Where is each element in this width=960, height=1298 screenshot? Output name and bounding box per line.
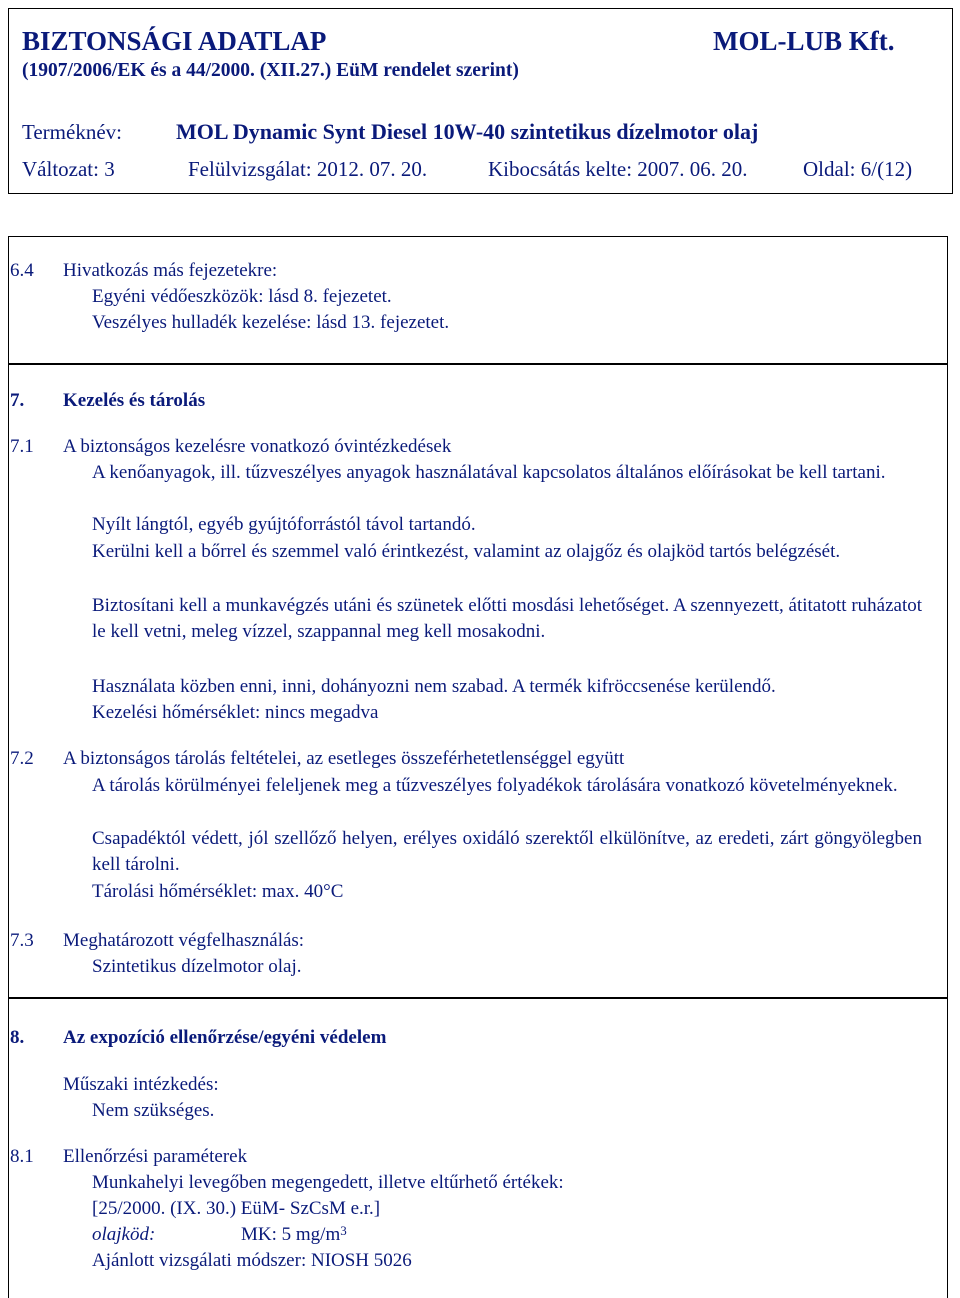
regulation-reference: (1907/2006/EK és a 44/2000. (XII.27.) EüM rendelet szerint) <box>22 60 519 81</box>
page-number: Oldal: 6/(12) <box>803 157 913 181</box>
section-7-1-number: 7.1 <box>10 436 34 457</box>
product-label: Terméknév: <box>22 120 122 144</box>
section-7-title: Kezelés és tárolás <box>63 390 206 411</box>
product-name: MOL Dynamic Synt Diesel 10W-40 szintetikus dízelmotor olaj <box>176 119 759 144</box>
section-6-4-number: 6.4 <box>10 260 34 281</box>
issue-date: Kibocsátás kelte: 2007. 06. 20. <box>488 157 748 181</box>
section-8-1-line-1: Munkahelyi levegőben megengedett, illetve eltűrhető értékek: <box>92 1172 564 1193</box>
oil-mist-value-text: MK: 5 mg/m <box>241 1224 341 1245</box>
section-7-number: 7. <box>10 390 25 411</box>
technical-measures-value: Nem szükséges. <box>92 1100 215 1121</box>
section-8-1-line-2: [25/2000. (IX. 30.) EüM- SzCsM e.r.] <box>92 1198 381 1219</box>
section-6-4-line-1: Egyéni védőeszközök: lásd 8. fejezetet. <box>92 286 392 307</box>
section-7-1-paragraph-6: Kezelési hőmérséklet: nincs megadva <box>92 702 379 723</box>
section-8-number: 8. <box>10 1027 25 1048</box>
section-7-1-paragraph-4: Biztosítani kell a munkavégzés utáni és szünetek előtti mosdási lehetőséget. A szennyezett, átitatott ruházatot le kell vetni, meleg vízzel, szappannal meg kell mosakodni. <box>92 595 922 642</box>
section-7-3-paragraph-1: Szintetikus dízelmotor olaj. <box>92 956 302 977</box>
section-7-3-number: 7.3 <box>10 930 34 951</box>
version: Változat: 3 <box>22 157 115 181</box>
oil-mist-exponent: 3 <box>340 1223 347 1238</box>
section-7-2-paragraph-2: Csapadéktól védett, jól szellőző helyen, erélyes oxidáló szerektől elkülönítve, az eredeti, zárt göngyölegben kell tárolni. <box>92 828 922 875</box>
company-name: MOL-LUB Kft. <box>713 26 895 56</box>
section-8-title: Az expozíció ellenőrzése/egyéni védelem <box>63 1027 387 1048</box>
document-title: BIZTONSÁGI ADATLAP <box>22 26 327 56</box>
oil-mist-value <box>241 1222 347 1248</box>
section-7-1-paragraph-1: A kenőanyagok, ill. tűzveszélyes anyagok használatával kapcsolatos általános előírásokat be kell tartani. <box>92 462 886 483</box>
section-6-4-line-2: Veszélyes hulladék kezelése: lásd 13. fejezetet. <box>92 312 450 333</box>
section-7-2-paragraph-3: Tárolási hőmérséklet: max. 40°C <box>92 881 344 902</box>
section-8-1-title: Ellenőrzési paraméterek <box>63 1146 248 1167</box>
section-7-1-paragraph-5: Használata közben enni, inni, dohányozni nem szabad. A termék kifröccsenése kerülendő. <box>92 676 776 697</box>
oil-mist-label: olajköd: <box>92 1224 156 1245</box>
section-7-3-title: Meghatározott végfelhasználás: <box>63 930 305 951</box>
recommended-method: Ajánlott vizsgálati módszer: NIOSH 5026 <box>92 1250 412 1271</box>
section-7-2-number: 7.2 <box>10 748 34 769</box>
section-6-4-title: Hivatkozás más fejezetekre: <box>63 260 278 281</box>
revision-date: Felülvizsgálat: 2012. 07. 20. <box>188 157 428 181</box>
section-7-1-paragraph-3: Kerülni kell a bőrrel és szemmel való érintkezést, valamint az olajgőz és olajköd tartós belégzését. <box>92 541 841 562</box>
technical-measures-label: Műszaki intézkedés: <box>63 1074 219 1095</box>
section-8-1-number: 8.1 <box>10 1146 34 1167</box>
section-7-1-title: A biztonságos kezelésre vonatkozó óvintézkedések <box>63 436 452 457</box>
section-7-2-paragraph-1: A tárolás körülményei feleljenek meg a tűzveszélyes folyadékok tárolására vonatkozó követelményeknek. <box>92 775 898 796</box>
section-7-2-title: A biztonságos tárolás feltételei, az esetleges összeférhetetlenséggel együtt <box>63 748 625 769</box>
section-7-1-paragraph-2: Nyílt lángtól, egyéb gyújtóforrástól távol tartandó. <box>92 514 476 535</box>
